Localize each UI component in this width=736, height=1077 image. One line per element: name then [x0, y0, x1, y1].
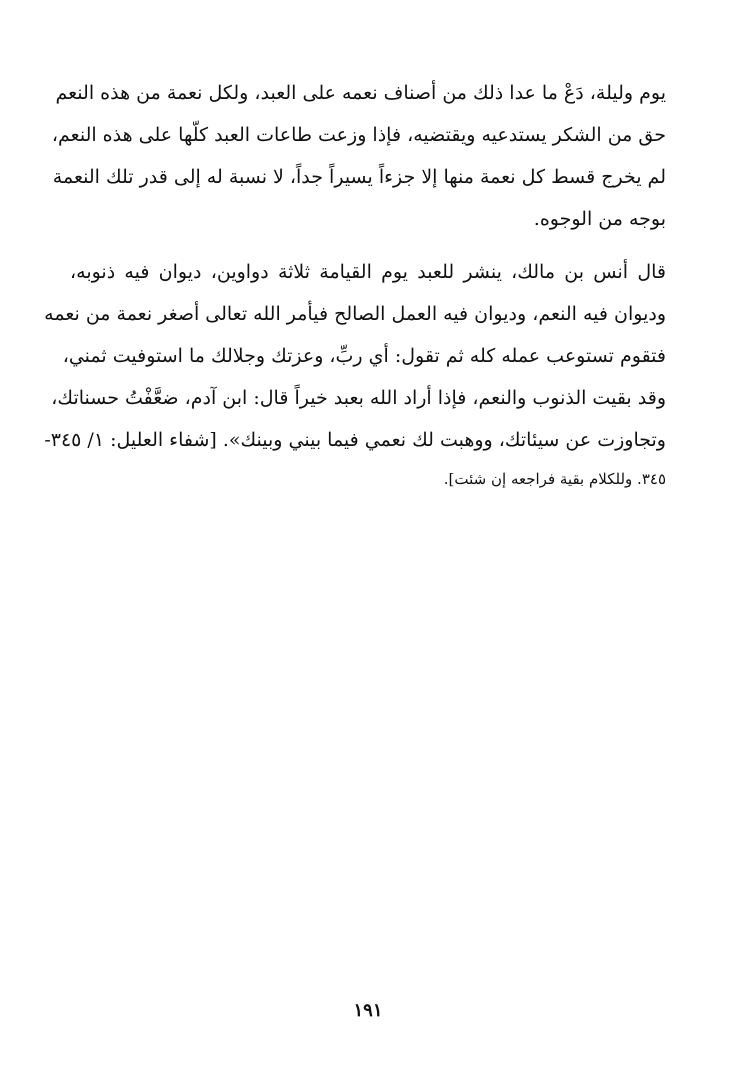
paragraph-line: وتجاوزت عن سيئاتك، ووهبت لك نعمي فيما بيني وبينك». [شفاء العليل: ١/ ٣٤٥- [44, 429, 666, 451]
paragraph-line: فتقوم تستوعب عمله كله ثم تقول: أي ربِّ، وعزتك وجلالك ما استوفيت ثمني، [62, 345, 666, 367]
page-number: ١٩١ [353, 1000, 383, 1021]
paragraph-line: بوجه من الوجوه. [533, 208, 666, 230]
paragraph-line: وقد بقيت الذنوب والنعم، فإذا أراد الله بعبد خيراً قال: ابن آدم، ضعَّفْتُ حسناتك، [51, 387, 666, 409]
paragraph-line: حق من الشكر يستدعيه ويقتضيه، فإذا وزعت طاعات العبد كلّها على هذه النعم، [51, 124, 666, 146]
paragraph-line: يوم وليلة، دَعْ ما عدا ذلك من أصناف نعمه على العبد، ولكل نعمة من هذه النعم [55, 82, 666, 104]
paragraph-line: قال أنس بن مالك، ينشر للعبد يوم القيامة ثلاثة دواوين، ديوان فيه ذنوبه، [70, 261, 666, 283]
paragraph-line: لم يخرج قسط كل نعمة منها إلا جزءاً يسيراً جداً، لا نسبة له إلى قدر تلك النعمة [52, 166, 666, 188]
citation-line: ٣٤٥. وللكلام بقية فراجعه إن شئت]. [443, 470, 666, 488]
paragraph-2 [44, 251, 666, 497]
paragraph-line: وديوان فيه النعم، وديوان فيه العمل الصالح فيأمر الله تعالى أصغر نعمة من نعمه [44, 303, 666, 325]
paragraph-1 [51, 72, 666, 240]
